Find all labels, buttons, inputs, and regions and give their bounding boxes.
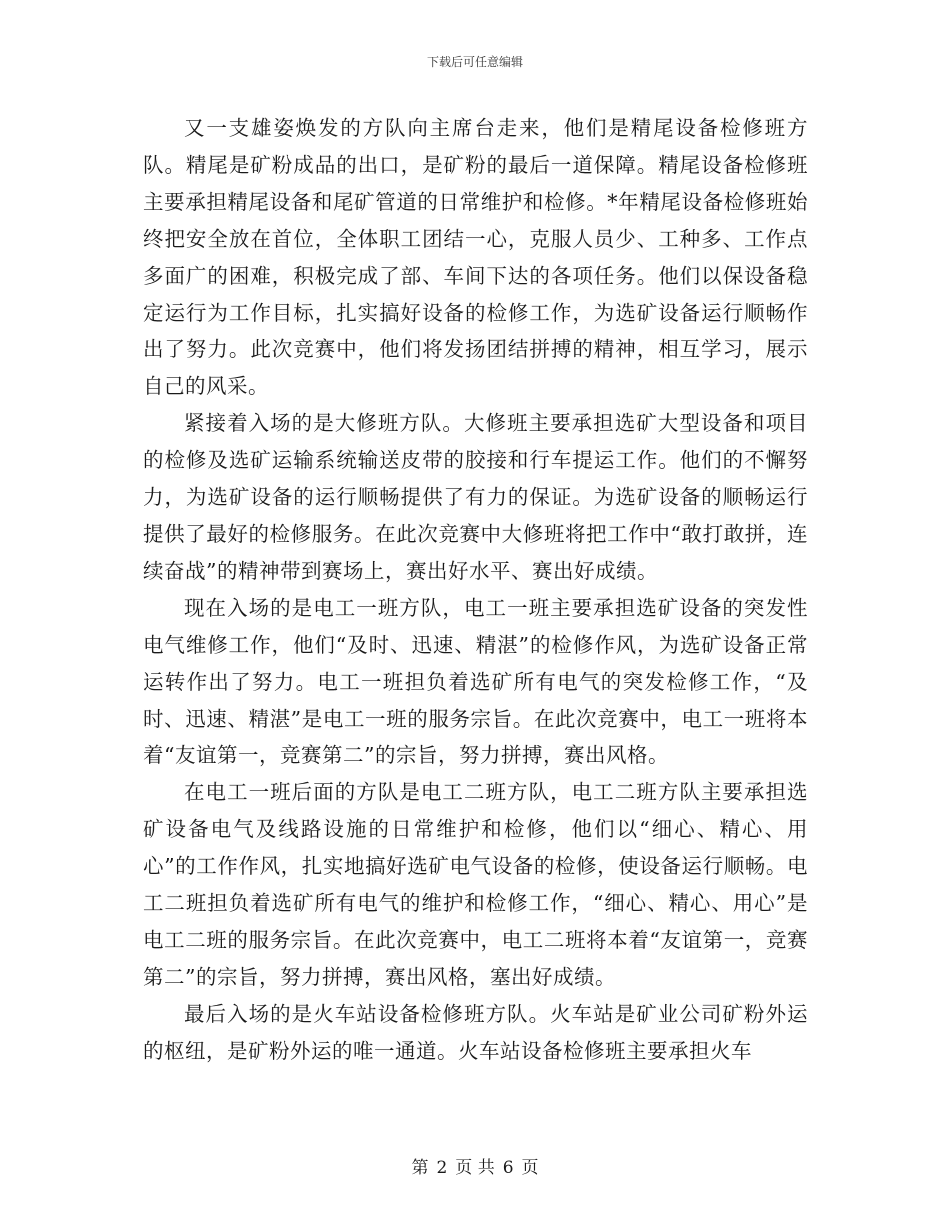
document-body [143, 110, 808, 1070]
paragraph-4: 在电工一班后面的方队是电工二班方队，电工二班方队主要承担选矿设备电气及线路设施的日常维护和检修，他们以“细心、精心、用心”的工作作风，扎实地搞好选矿电气设备的检修，使设备运行顺畅。电工二班担负着选矿所有电气的维护和检修工作，“细心、精心、用心”是电工二班的服务宗旨。在此次竞赛中，电工二班将本着“友谊第一，竞赛第二”的宗旨，努力拼搏，赛出风格，塞出好成绩。 [143, 780, 808, 989]
paragraph-2: 紧接着入场的是大修班方队。大修班主要承担选矿大型设备和项目的检修及选矿运输系统输送皮带的胶接和行车提运工作。他们的不懈努力，为选矿设备的运行顺畅提供了有力的保证。为选矿设备的顺畅运行提供了最好的检修服务。在此次竞赛中大修班将把工作中“敢打敢拼，连续奋战”的精神带到赛场上，赛出好水平、赛出好成绩。 [143, 411, 808, 583]
paragraph-3: 现在入场的是电工一班方队，电工一班主要承担选矿设备的突发性电气维修工作，他们“及时、迅速、精湛”的检修作风，为选矿设备正常运转作出了努力。电工一班担负着选矿所有电气的突发检修工作，“及时、迅速、精湛”是电工一班的服务宗旨。在此次竞赛中，电工一班将本着“友谊第一，竞赛第二”的宗旨，努力拼搏，赛出风格。 [143, 595, 808, 768]
footer-total-pages: 6 [502, 1158, 514, 1178]
page-footer [0, 1153, 950, 1178]
footer-suffix: 页 [521, 1158, 539, 1178]
footer-middle: 页 共 [455, 1158, 495, 1178]
page-header: 下载后可任意编辑 [426, 55, 523, 69]
paragraph-5: 最后入场的是火车站设备检修班方队。火车站是矿业公司矿粉外运的枢纽，是矿粉外运的唯一通道。火车站设备检修班主要承担火车 [143, 1001, 808, 1063]
footer-page-number: 2 [436, 1158, 448, 1178]
footer-prefix: 第 [411, 1158, 429, 1178]
paragraph-1: 又一支雄姿焕发的方队向主席台走来，他们是精尾设备检修班方队。精尾是矿粉成品的出口，是矿粉的最后一道保障。精尾设备检修班主要承担精尾设备和尾矿管道的日常维护和检修。*年精尾设备检修班始终把安全放在首位，全体职工团结一心，克服人员少、工种多、工作点多面广的困难，积极完成了部、车间下达的各项任务。他们以保设备稳定运行为工作目标，扎实搞好设备的检修工作，为选矿设备运行顺畅作出了努力。此次竞赛中，他们将发扬团结拼搏的精神，相互学习，展示自己的风采。 [143, 116, 808, 399]
